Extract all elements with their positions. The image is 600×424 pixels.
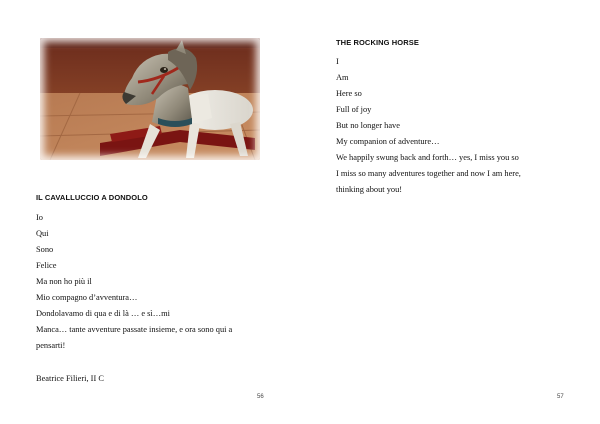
- italian-poem-line: Mio compagno d’avventura…: [36, 293, 138, 302]
- english-poem-line: My companion of adventure…: [336, 137, 440, 146]
- italian-poem-line: pensarti!: [36, 341, 66, 350]
- page-number-left: 56: [257, 394, 264, 400]
- english-poem-line: I: [336, 57, 339, 66]
- italian-poem-line: Manca… tante avventure passate insieme, e ora sono qui a: [36, 325, 233, 334]
- italian-poem-line: Qui: [36, 229, 49, 238]
- italian-poem-line: Io: [36, 213, 43, 222]
- italian-poem-line: Felice: [36, 261, 57, 270]
- italian-poem-line: Sono: [36, 245, 54, 254]
- english-poem-line: I miss so many adventures together and now I am here,: [336, 169, 521, 178]
- english-poem-line: But no longer have: [336, 121, 400, 130]
- english-poem-line: thinking about you!: [336, 185, 403, 194]
- rocking-horse-photo: [40, 38, 260, 160]
- italian-poem-title: IL CAVALLUCCIO A DONDOLO: [36, 193, 148, 202]
- right-page: [300, 0, 600, 424]
- italian-poem-line: Dondolavamo di qua e di là … e sì…mi: [36, 309, 170, 318]
- page-number-right: 57: [557, 394, 564, 400]
- english-poem-line: We happily swung back and forth… yes, I miss you so: [336, 153, 519, 162]
- italian-poem-line: Ma non ho più il: [36, 277, 92, 286]
- english-poem-line: Am: [336, 73, 349, 82]
- poem-author: Beatrice Filieri, II C: [36, 374, 104, 383]
- english-poem-line: Here so: [336, 89, 362, 98]
- english-poem-line: Full of joy: [336, 105, 372, 114]
- english-poem-title: THE ROCKING HORSE: [336, 38, 419, 47]
